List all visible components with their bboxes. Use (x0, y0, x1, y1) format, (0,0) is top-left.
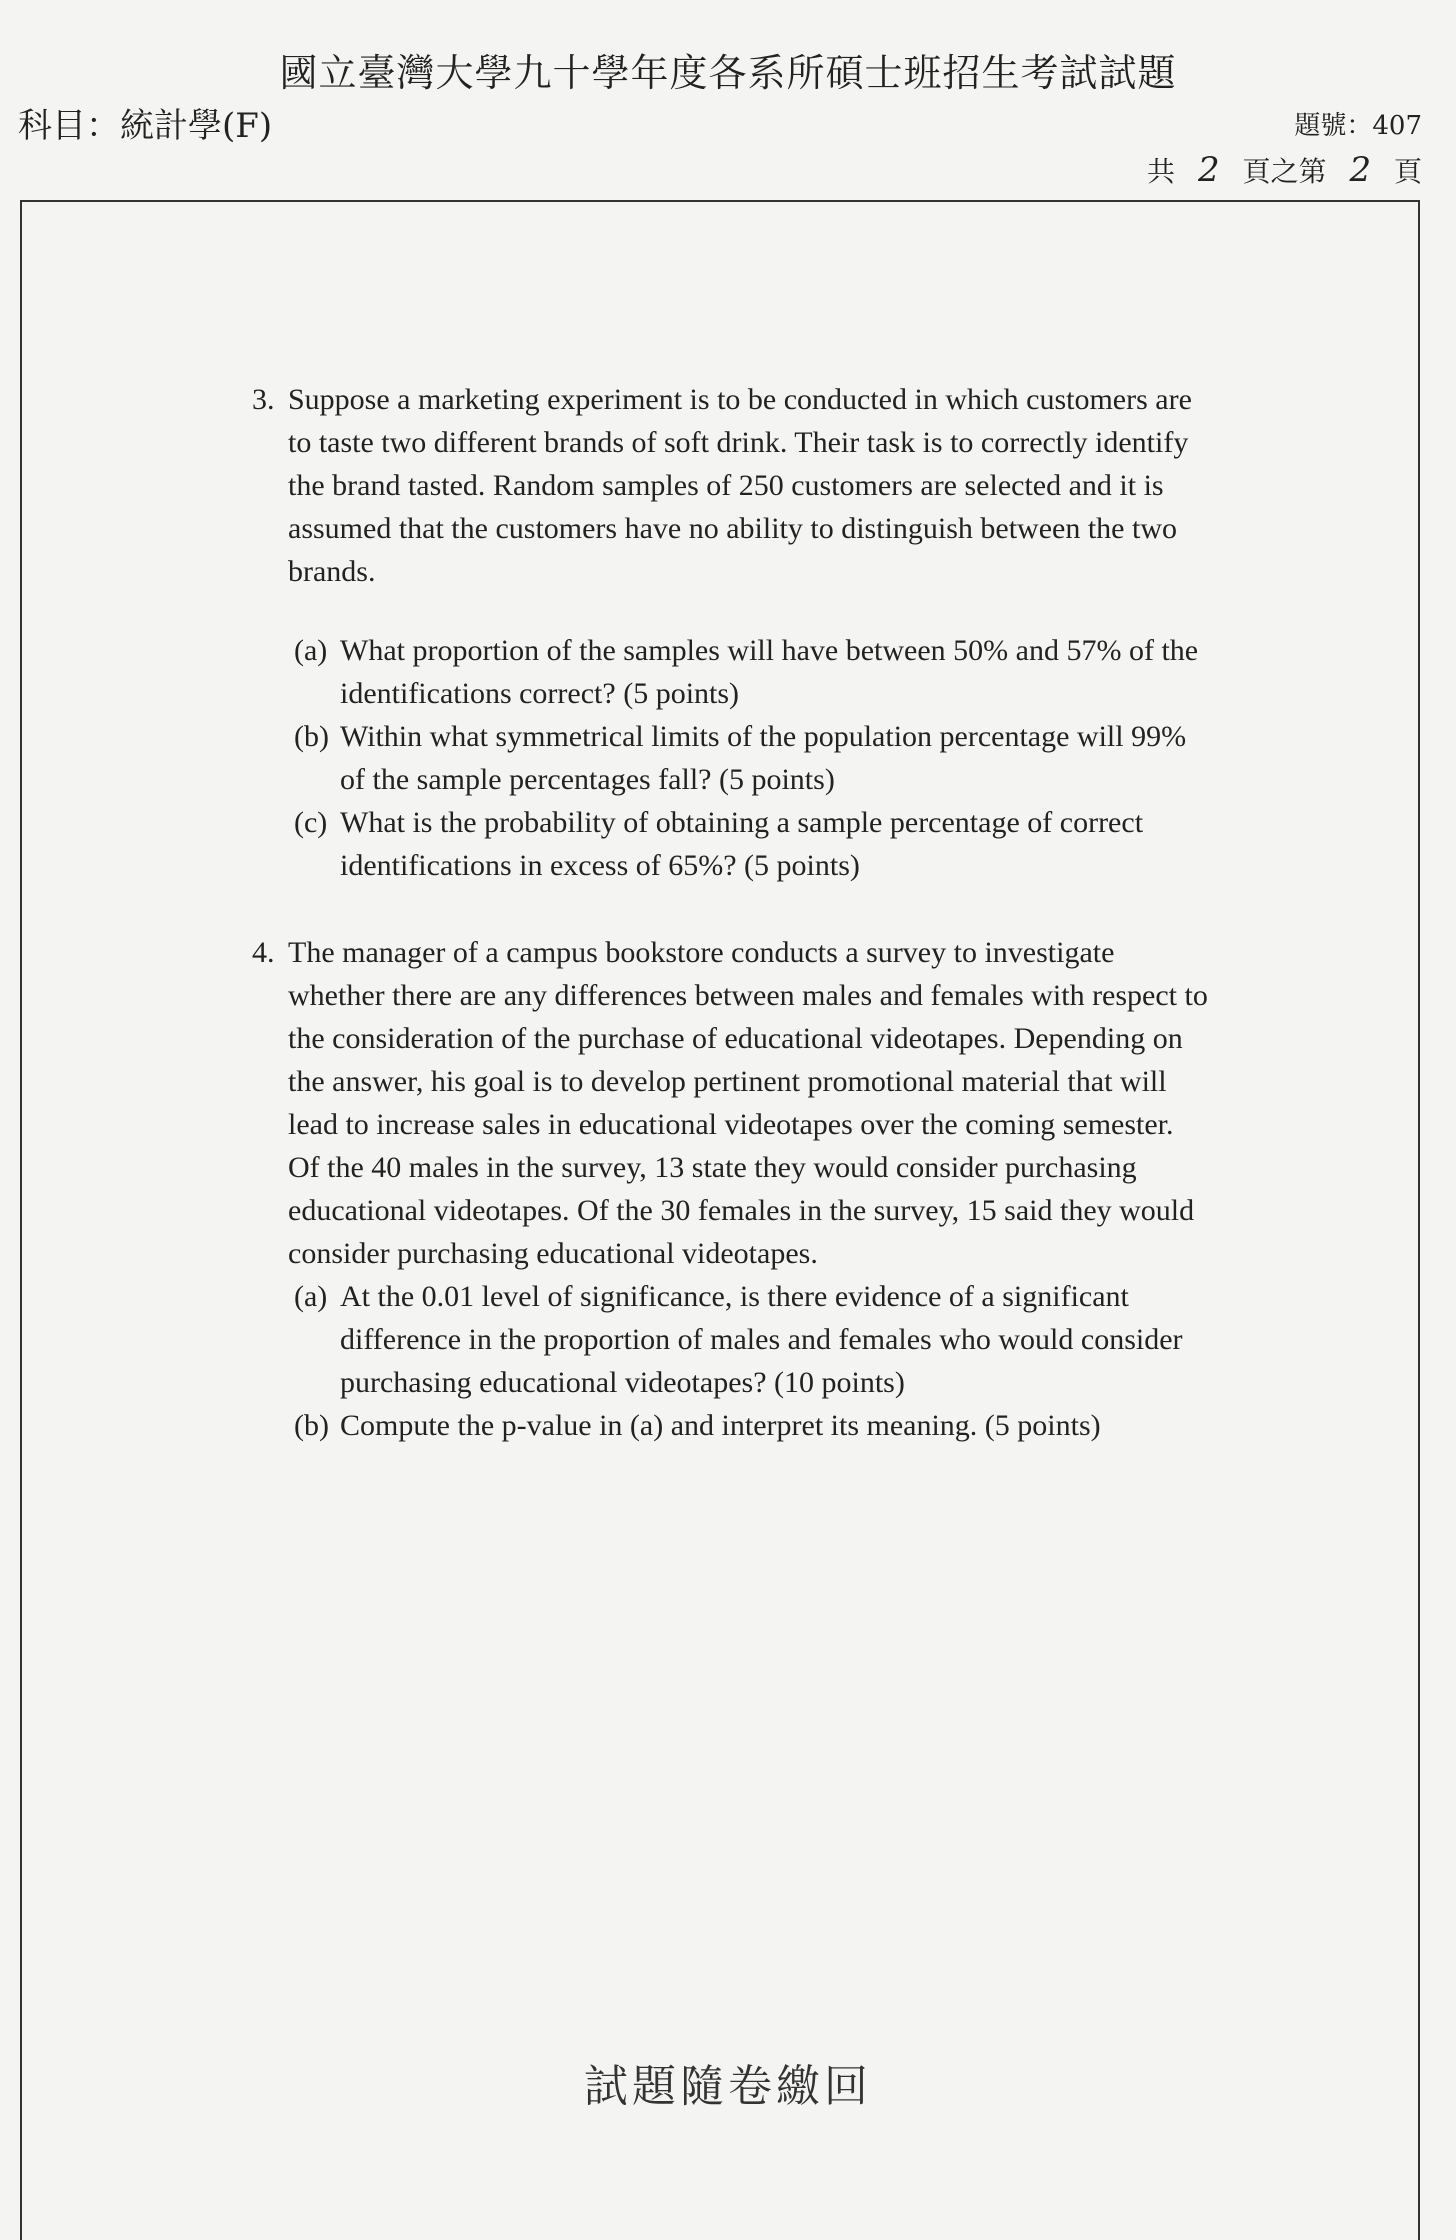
question-part (294, 801, 1212, 887)
part-label: (b) (294, 720, 329, 753)
page-indicator (1147, 150, 1422, 190)
part-text: Within what symmetrical limits of the population percentage will 99% of the sample percentages fall? (5 points) (340, 720, 1187, 796)
question-text: The manager of a campus bookstore conducts a survey to investigate whether there are any differences between males and females with respect to the consideration of the purchase of educational videotapes. Depending on the answer, his goal is to develop pertinent promotional material that will lead to increase sales in educational videotapes over the coming semester. Of the 40 males in the survey, 13 state they would consider purchasing educational videotapes. Of the 30 females in the survey, 15 said they would consider purchasing educational videotapes. (288, 936, 1208, 1270)
page-suffix: 頁 (1393, 155, 1422, 188)
question-part (294, 1404, 1212, 1447)
total-pages: 2 (1197, 150, 1220, 190)
question-part (294, 1275, 1212, 1404)
exam-content (252, 378, 1212, 1483)
page-prefix: 共 (1147, 155, 1176, 188)
part-text: Compute the p-value in (a) and interpret its meaning. (5 points) (340, 1409, 1101, 1442)
exam-title: 國立臺灣大學九十學年度各系所碩士班招生考試試題 (279, 51, 1177, 95)
subject-label: 科目：統計學(F) (18, 106, 273, 146)
part-text: What is the probability of obtaining a sample percentage of correct identifications in excess of 65%? (5 points) (340, 806, 1144, 882)
question-parts (294, 1275, 1212, 1447)
question-part (294, 629, 1212, 715)
question-number: 題號：407 (1294, 111, 1422, 141)
part-label: (c) (294, 806, 328, 839)
question-parts (294, 629, 1212, 887)
question-part (294, 715, 1212, 801)
return-exam-stamp: 試題隨卷繳回 (584, 2061, 872, 2112)
question-3 (252, 378, 1212, 887)
part-label: (b) (294, 1409, 329, 1442)
part-text: What proportion of the samples will have between 50% and 57% of the identifications correct? (5 points) (340, 634, 1199, 710)
part-label: (a) (294, 634, 328, 667)
current-page: 2 (1349, 150, 1372, 190)
question-number-label: 4. (252, 936, 275, 969)
part-label: (a) (294, 1280, 328, 1313)
part-text: At the 0.01 level of significance, is there evidence of a significant difference in the proportion of males and females who would consider purchasing educational videotapes? (10 points) (340, 1280, 1183, 1399)
page-middle: 頁之第 (1242, 155, 1327, 188)
question-4 (252, 931, 1212, 1447)
question-text: Suppose a marketing experiment is to be conducted in which customers are to taste two different brands of soft drink. Their task is to correctly identify the brand tasted. Random samples of 250 customers are selected and it is assumed that the customers have no ability to distinguish between the two brands. (288, 383, 1192, 588)
question-number-label: 3. (252, 383, 275, 416)
